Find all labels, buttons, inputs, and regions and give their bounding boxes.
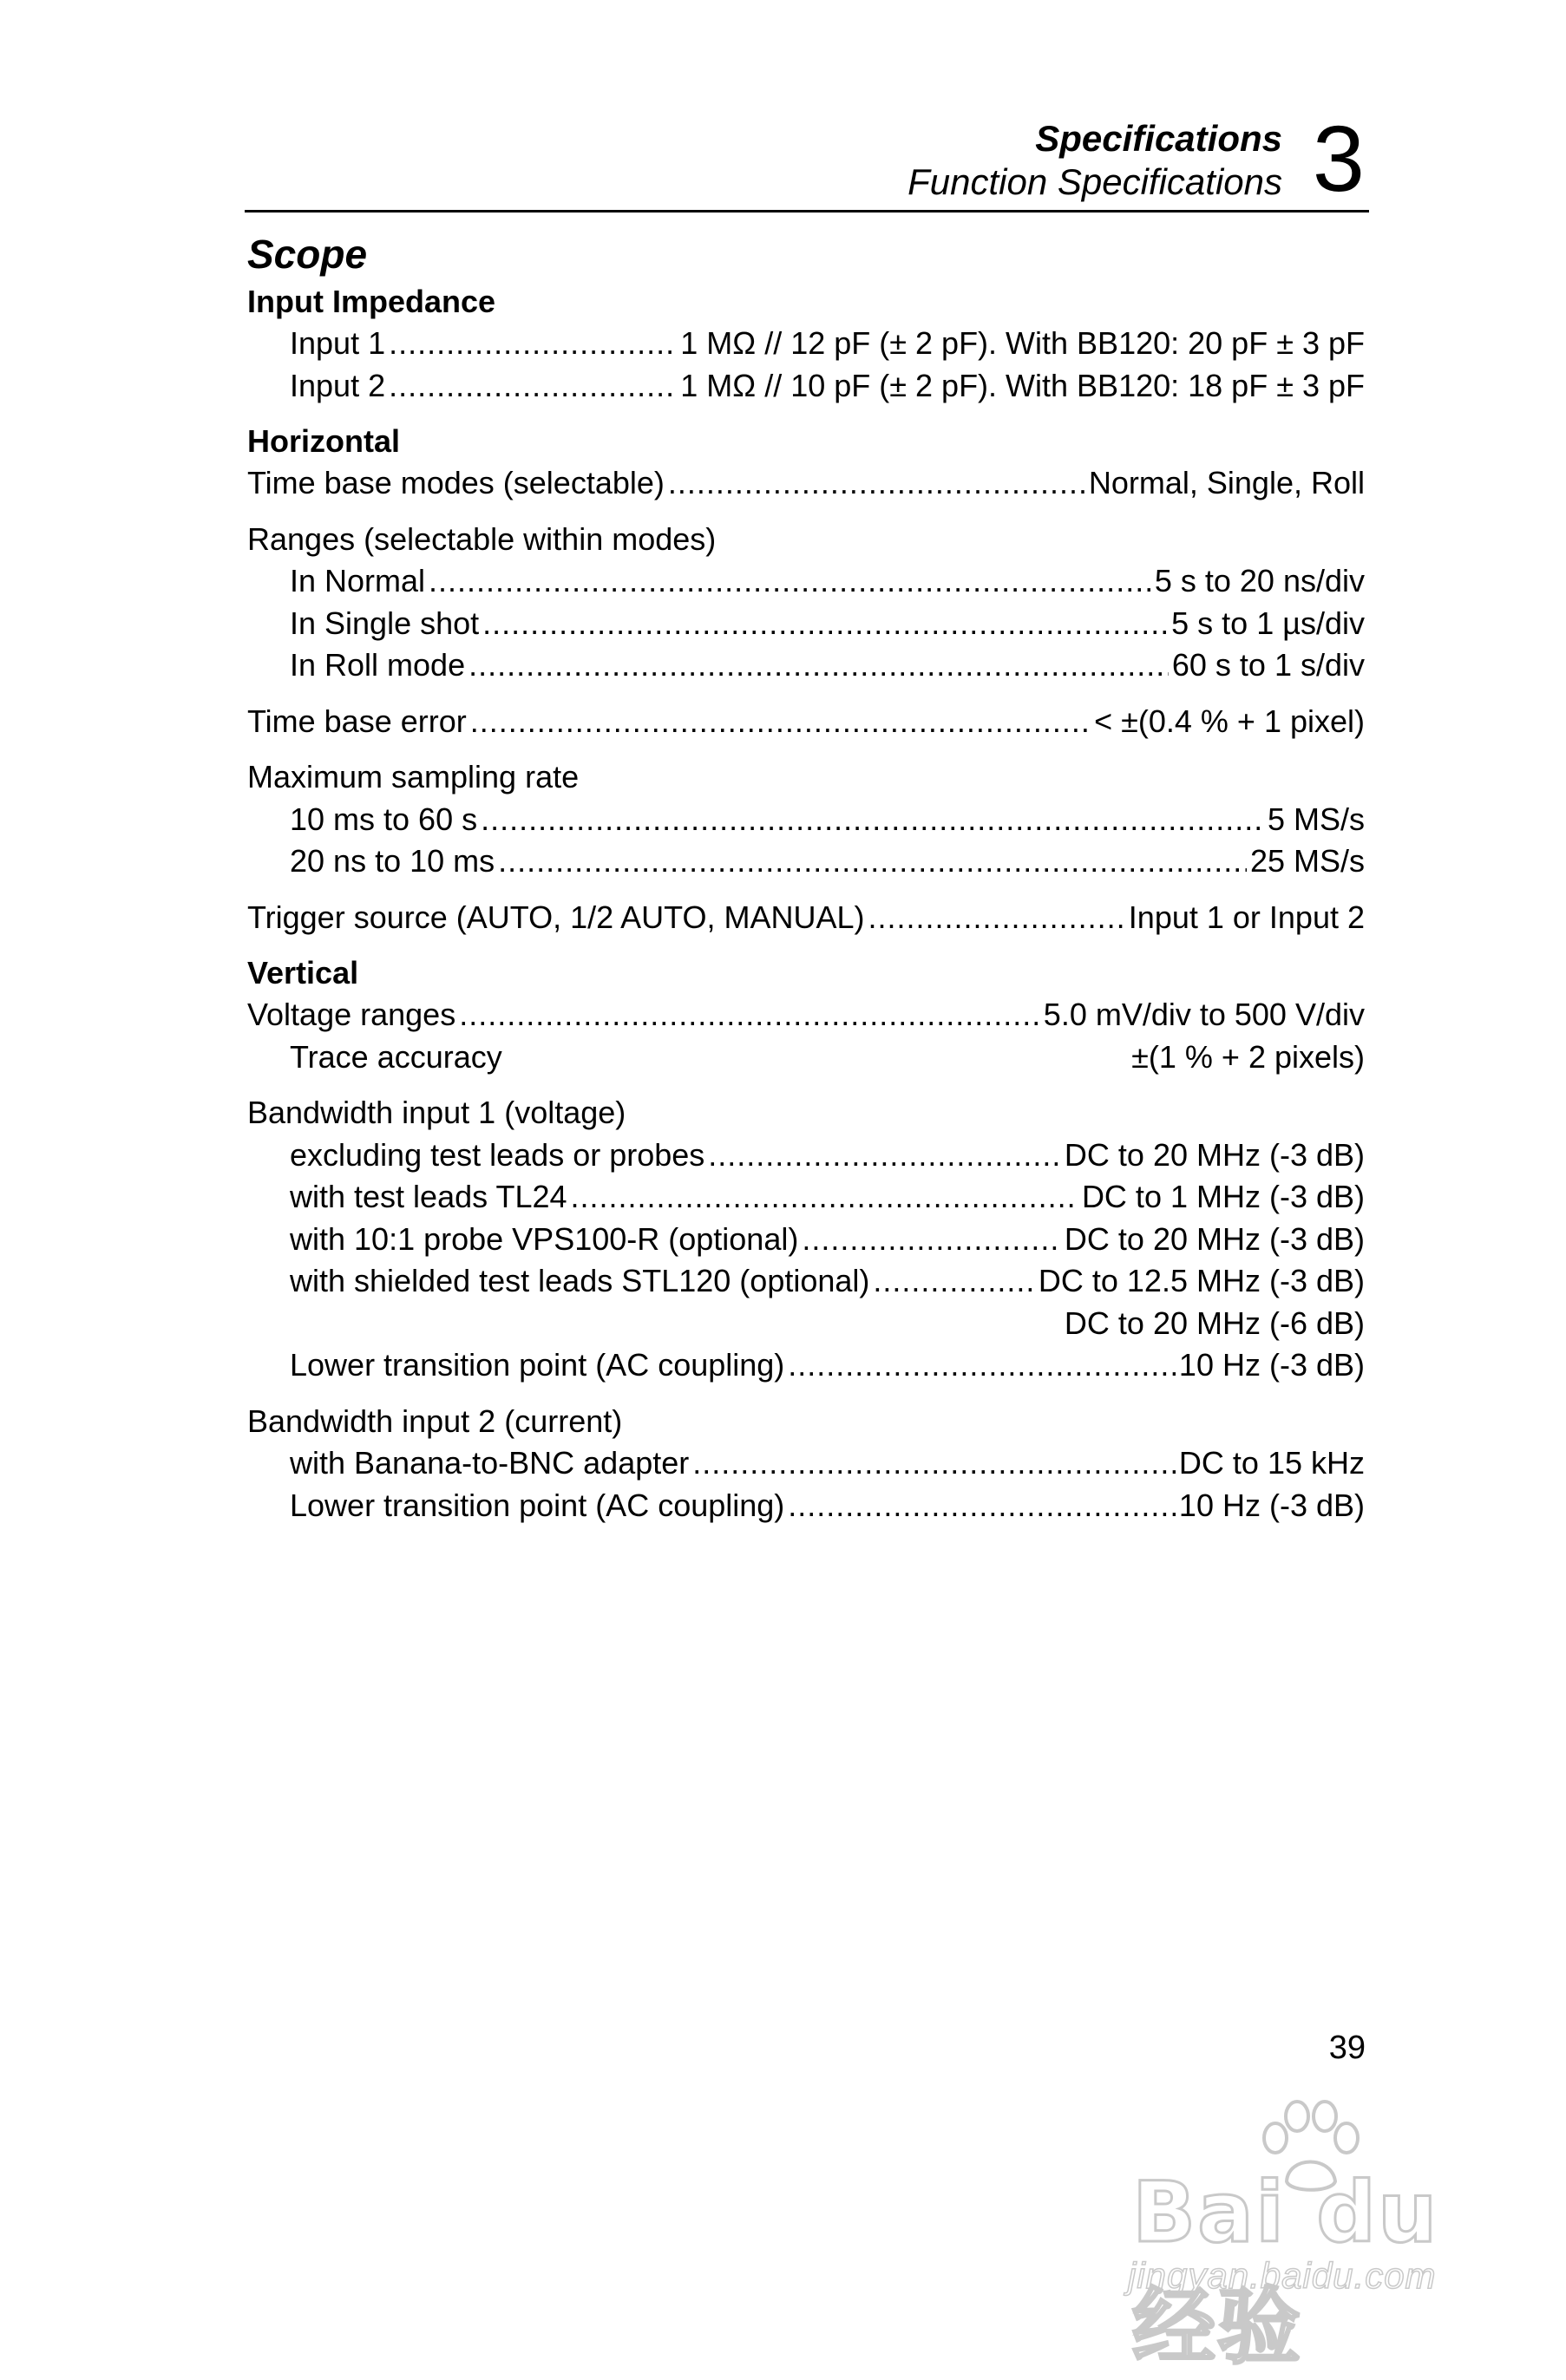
leader-dots <box>802 1219 1061 1261</box>
spec-value: Normal, Single, Roll <box>1088 465 1365 500</box>
spec-row <box>247 1260 1365 1303</box>
spec-label: Lower transition point (AC coupling) <box>290 1347 785 1383</box>
spec-value: 5 s to 20 ns/div <box>1154 563 1365 598</box>
leader-dots <box>482 603 1168 645</box>
leader-dots <box>868 897 1125 939</box>
spec-content <box>247 227 1365 1527</box>
leader-dots <box>459 994 1040 1036</box>
spec-row <box>247 1036 1365 1079</box>
spec-row <box>247 897 1365 939</box>
bandwidth-input-1-heading: Bandwidth input 1 (voltage) <box>247 1095 626 1130</box>
spec-row <box>247 1134 1365 1177</box>
spec-value: 5 MS/s <box>1267 801 1365 837</box>
spec-row <box>247 323 1365 365</box>
spec-row <box>247 994 1365 1036</box>
spec-label: In Single shot <box>290 605 480 641</box>
spec-row <box>247 1442 1365 1485</box>
spec-label: 20 ns to 10 ms <box>290 843 495 879</box>
watermark-logo: Bai du 经验 <box>1132 2164 1439 2376</box>
spec-value: DC to 15 kHz <box>1178 1445 1365 1481</box>
spec-label: Input 2 <box>290 367 386 403</box>
sampling-heading: Maximum sampling rate <box>247 759 580 794</box>
leader-dots <box>571 1176 1078 1219</box>
bandwidth-input-2-heading: Bandwidth input 2 (current) <box>247 1402 623 1439</box>
input-impedance-heading: Input Impedance <box>247 284 496 319</box>
spec-value: 10 Hz (-3 dB) <box>1178 1347 1365 1383</box>
horizontal-heading: Horizontal <box>247 423 400 459</box>
spec-value: < ±(0.4 % + 1 pixel) <box>1094 703 1365 739</box>
spec-value: DC to 1 MHz (-3 dB) <box>1081 1179 1365 1214</box>
spec-row <box>247 365 1365 408</box>
spec-value: DC to 12.5 MHz (-3 dB) <box>1038 1263 1365 1298</box>
header-subtitle: Function Specifications <box>907 161 1282 202</box>
leader-dots <box>389 323 677 365</box>
leader-dots <box>470 701 1091 743</box>
leader-dots <box>873 1260 1035 1303</box>
spec-label: with 10:1 probe VPS100-R (optional) <box>290 1220 799 1257</box>
spec-value: DC to 20 MHz (-3 dB) <box>1064 1136 1365 1173</box>
spec-label: excluding test leads or probes <box>290 1136 705 1173</box>
leader-dots <box>481 799 1264 841</box>
spec-row <box>247 603 1365 645</box>
spec-row <box>247 701 1365 743</box>
vertical-heading: Vertical <box>247 955 359 991</box>
spec-label: with shielded test leads STL120 (optional) <box>290 1263 870 1298</box>
spec-value-continued: DC to 20 MHz (-6 dB) <box>1064 1304 1365 1341</box>
spec-label: Voltage ranges <box>247 997 456 1032</box>
spec-row <box>247 462 1365 505</box>
spec-row <box>247 644 1365 687</box>
spec-value: 25 MS/s <box>1249 843 1365 879</box>
spec-value: 1 MΩ // 10 pF (± 2 pF). With BB120: 18 pF ± 3 pF <box>680 367 1365 403</box>
leader-dots <box>788 1485 1176 1527</box>
spec-row <box>247 840 1365 883</box>
leader-dots <box>788 1344 1176 1387</box>
spec-label: In Normal <box>290 563 426 598</box>
spec-label: Lower transition point (AC coupling) <box>290 1487 785 1523</box>
page-header <box>245 106 1369 212</box>
spec-label: In Roll mode <box>290 647 466 683</box>
spec-label: with Banana-to-BNC adapter <box>290 1445 690 1481</box>
leader-dots <box>708 1134 1061 1177</box>
baidu-watermark <box>1115 2099 1514 2376</box>
spec-value: 5.0 mV/div to 500 V/div <box>1043 997 1365 1032</box>
spec-label: Time base error <box>247 703 467 739</box>
chapter-number: 3 <box>1312 106 1365 211</box>
section-title: Scope <box>247 232 368 277</box>
leader-dots <box>498 840 1247 883</box>
spec-value: 5 s to 1 µs/div <box>1171 605 1365 641</box>
leader-dots <box>468 644 1169 687</box>
spec-label: Time base modes (selectable) <box>247 465 665 500</box>
spec-value: 1 MΩ // 12 pF (± 2 pF). With BB120: 20 pF ± 3 pF <box>680 325 1365 361</box>
leader-dots <box>692 1442 1176 1485</box>
leader-dots <box>429 560 1151 603</box>
spec-row <box>247 799 1365 841</box>
spec-label: with test leads TL24 <box>290 1179 567 1214</box>
header-title: Specifications <box>1035 118 1282 159</box>
spec-value: 60 s to 1 s/div <box>1171 647 1365 683</box>
header-titles <box>907 117 1282 204</box>
spec-label: Trace accuracy <box>290 1038 502 1075</box>
spec-row <box>247 560 1365 603</box>
spec-value: 10 Hz (-3 dB) <box>1178 1487 1365 1523</box>
watermark-url: jingyan.baidu.com <box>1128 2255 1437 2296</box>
spec-row <box>247 1176 1365 1219</box>
spec-row <box>247 1344 1365 1387</box>
spec-row <box>247 1485 1365 1527</box>
spec-value: Input 1 or Input 2 <box>1128 899 1365 935</box>
spec-label: Input 1 <box>290 325 386 361</box>
spec-row <box>247 1219 1365 1261</box>
ranges-heading: Ranges (selectable within modes) <box>247 520 717 557</box>
leader-dots <box>668 462 1085 505</box>
page-number: 39 <box>1328 2030 1366 2066</box>
spec-value: DC to 20 MHz (-3 dB) <box>1064 1220 1365 1257</box>
spec-label: 10 ms to 60 s <box>290 801 478 837</box>
spec-value: ±(1 % + 2 pixels) <box>1131 1038 1365 1075</box>
leader-dots <box>389 365 677 408</box>
spec-label: Trigger source (AUTO, 1/2 AUTO, MANUAL) <box>247 899 865 935</box>
